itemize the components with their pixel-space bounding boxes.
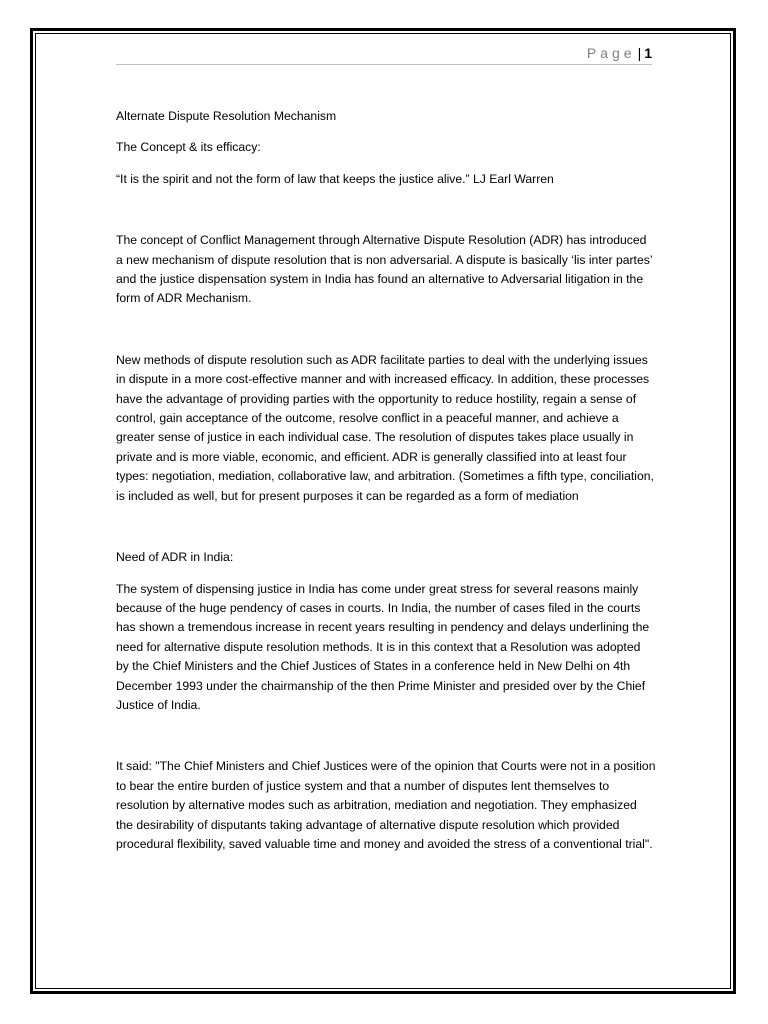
concept-heading: The Concept & its efficacy: — [116, 140, 261, 155]
paragraph-resolution-quote: It said: "The Chief Ministers and Chief Justices were of the opinion that Courts were not in a position to bear the entire burden of justice system and that a number of disputes lent themselves to resolution by alternative modes such as arbitration, mediation and negotiation. They emphasized the desirability of disputants taking advantage of alternative dispute resolution which provided procedural flexibility, saved valuable time and money and avoided the stress of a conventional trial". — [116, 759, 656, 851]
document-title: Alternate Dispute Resolution Mechanism — [116, 109, 337, 123]
paragraph-need: The system of dispensing justice in India has come under great stress for several reasons mainly because of the huge pendency of cases in courts. In India, the number of cases filed in the courts has shown a tremendous increase in recent years resulting in pendency and delays underlining the need for alternative dispute resolution methods. It is in this context that a Resolution was adopted by the Chief Ministers and the Chief Justices of States in a conference held in New Delhi on 4th December 1993 under the chairmanship of the then Prime Minister and presided over by the Chief Justice of India. — [116, 581, 650, 712]
page-label: Page — [586, 45, 636, 61]
page-separator: | — [637, 45, 642, 61]
document-body — [116, 107, 656, 854]
need-heading: Need of ADR in India: — [116, 550, 234, 565]
paragraph-concept: The concept of Conflict Management through Alternative Dispute Resolution (ADR) has introduced a new mechanism of dispute resolution that is non adversarial. A dispute is basically ‘lis inter partes’ and the justice dispensation system in India has found an alternative to Adversarial litigation in the form of ADR Mechanism. — [116, 233, 653, 306]
page-header — [116, 44, 652, 65]
page-number: 1 — [644, 45, 652, 61]
paragraph-methods: New methods of dispute resolution such as ADR facilitate parties to deal with the underlying issues in dispute in a more cost-effective manner and with increased efficacy. In addition, these processes have the advantage of providing parties with the opportunity to reduce hostility, regain a sense of control, gain acceptance of the outcome, resolve conflict in a peaceful manner, and achieve a greater sense of justice in each individual case. The resolution of disputes takes place usually in private and is more viable, economic, and efficient. ADR is generally classified into at least four types: negotiation, mediation, collaborative law, and arbitration. (Sometimes a fifth type, conciliation, is included as well, but for present purposes it can be regarded as a form of mediation — [116, 352, 654, 503]
opening-quote: “It is the spirit and not the form of law that keeps the justice alive.” LJ Earl Warren — [116, 171, 554, 186]
